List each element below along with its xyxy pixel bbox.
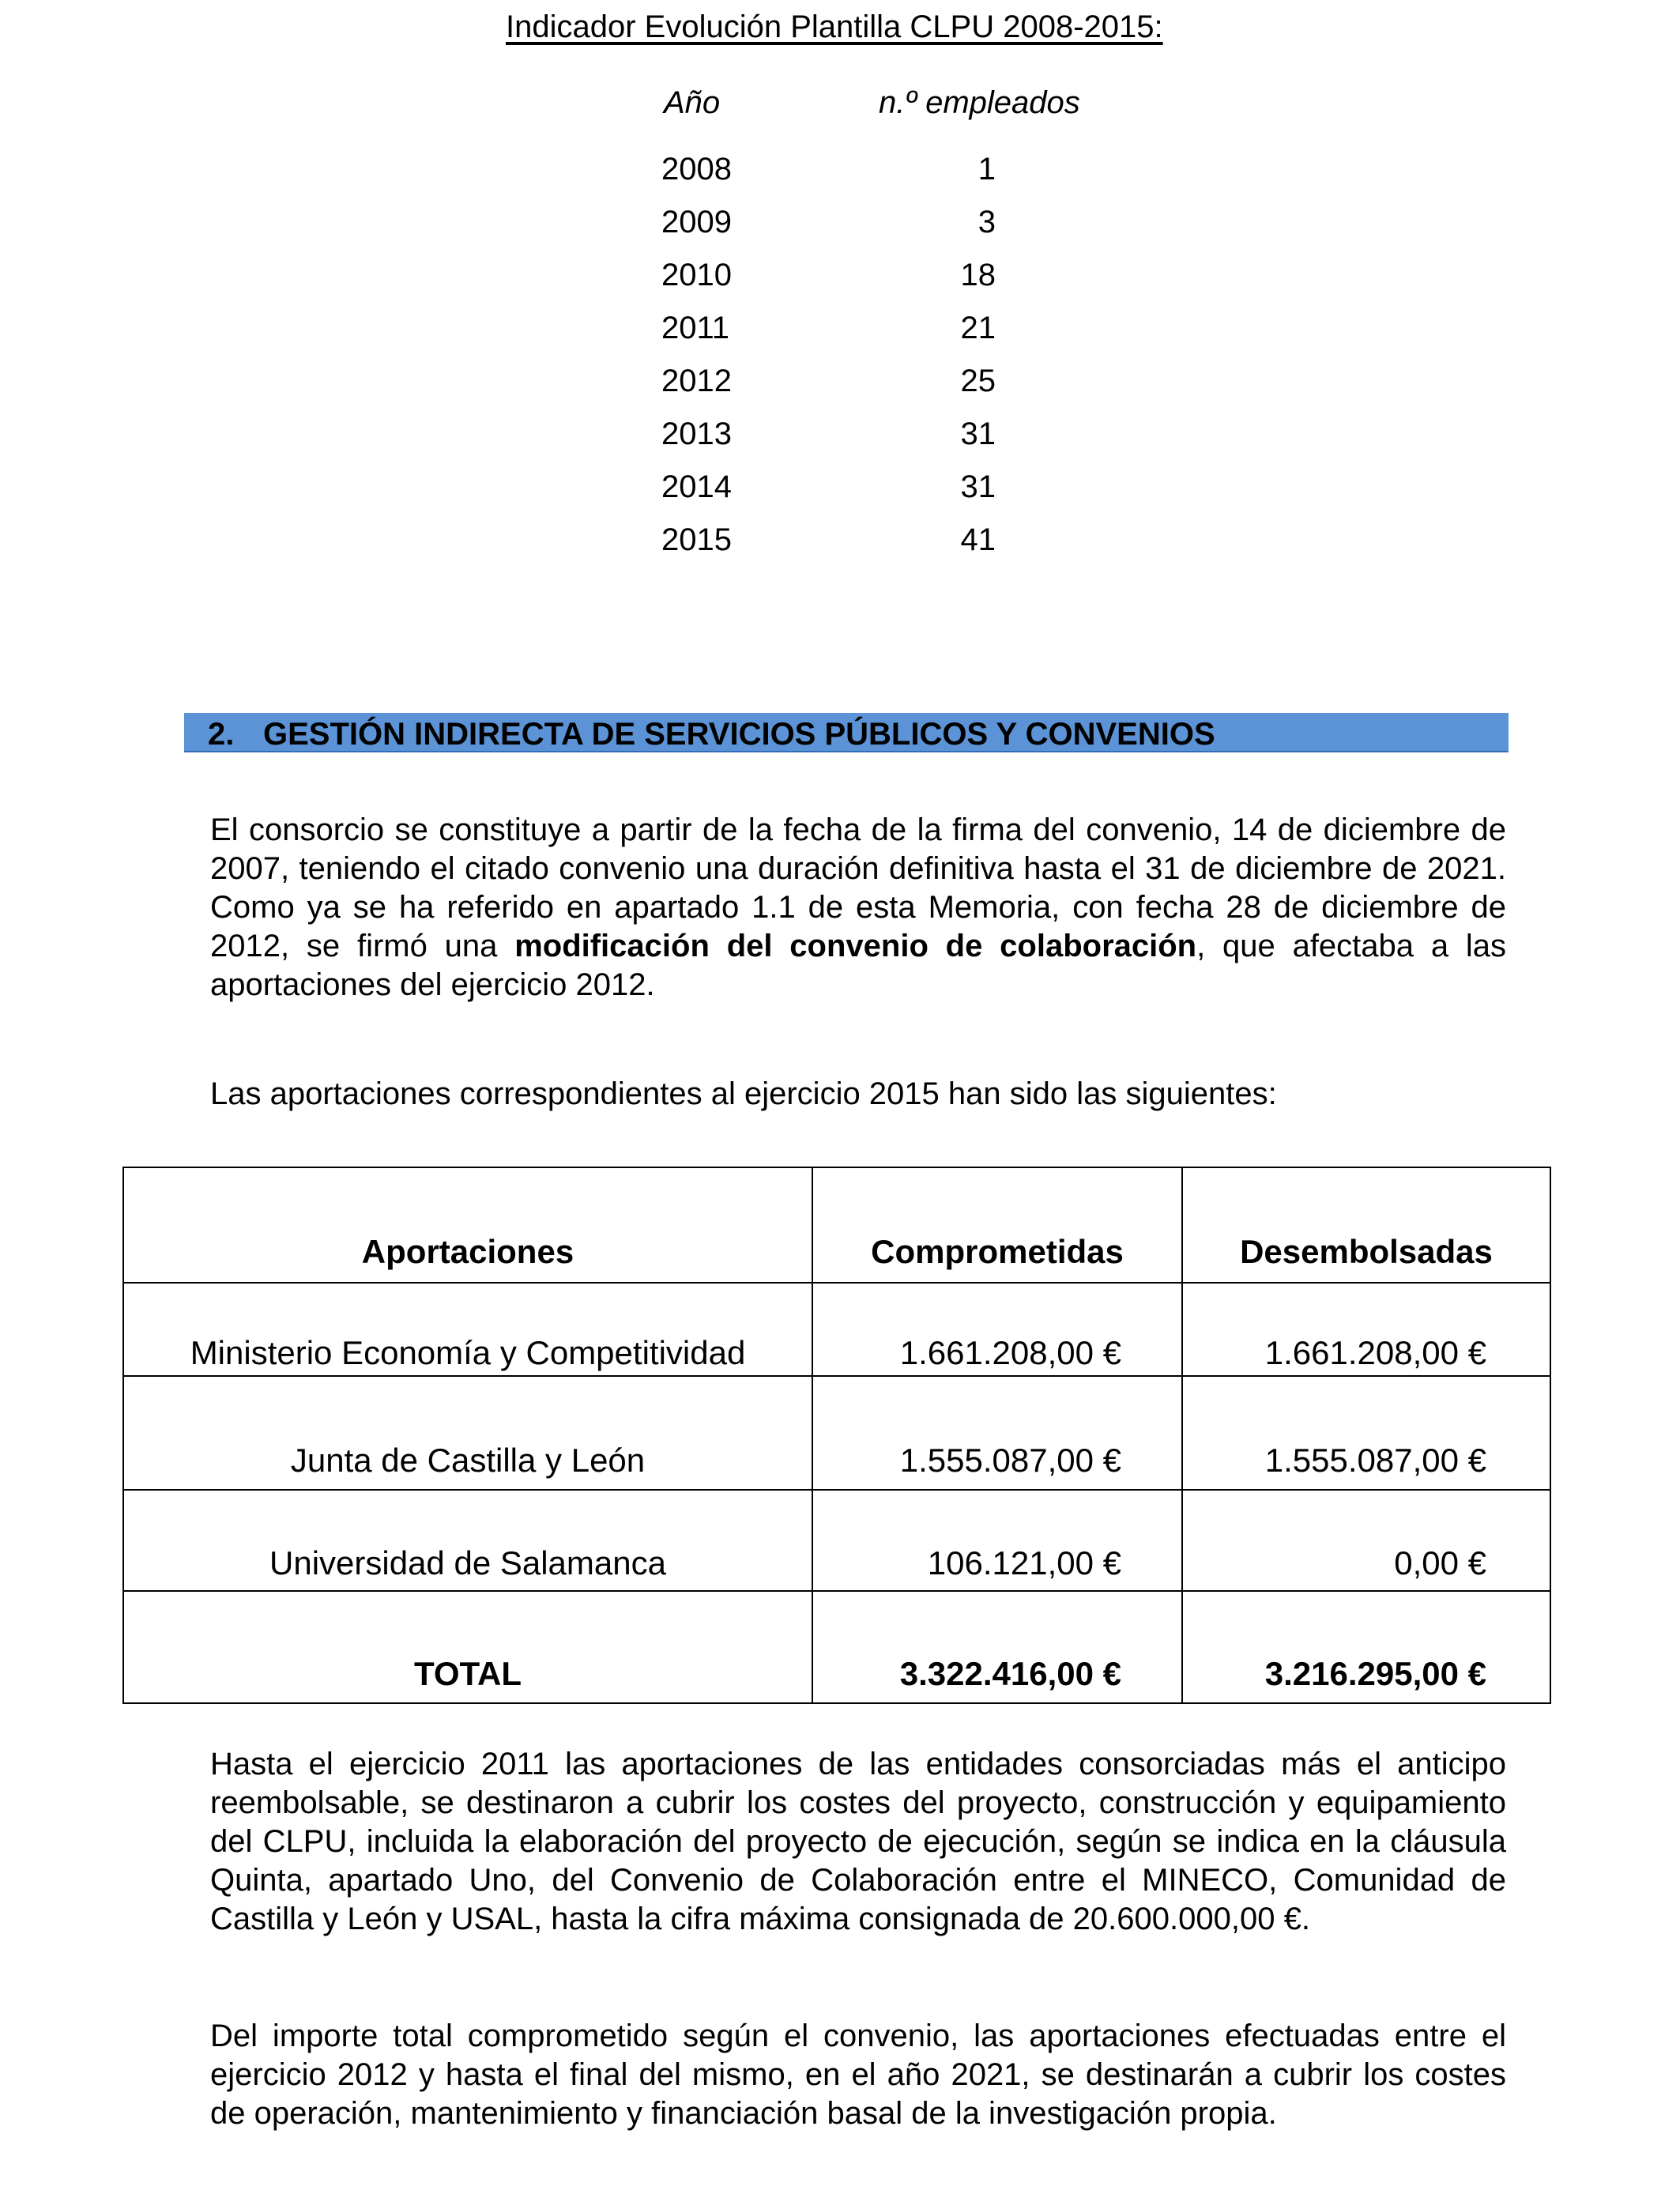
paragraph-importe-total: Del importe total comprometido según el convenio, las aportaciones efectuadas entre el ejercicio 2012 y hasta el final del mismo, en el año 2021, se destinarán a cubrir los costes de operación, mantenimiento y financiación basal de la investigación propia.: [210, 2019, 1506, 2131]
header-desembolsadas: Desembolsadas: [1182, 1167, 1550, 1283]
employee-row-count: 31: [960, 469, 996, 504]
paragraph-hasta-2011: Hasta el ejercicio 2011 las aportaciones de las entidades consorciadas más el anticipo reembolsable, se destinaron a cubrir los costes del proyecto, construcción y equipamiento del CLPU, incluida la elaboración del proyecto de ejecución, según se indica en la cláusula Quinta, apartado Uno, del Convenio de Colaboración entre el MINECO, Comunidad de Castilla y León y USAL, hasta la cifra máxima consignada de 20.600.000,00 €.: [210, 1747, 1506, 1936]
row-disbursed: 1.555.087,00 €: [1182, 1376, 1550, 1490]
section-header: [184, 713, 1509, 752]
employee-row-count: 21: [960, 311, 996, 345]
row-entity: Junta de Castilla y León: [123, 1376, 812, 1490]
total-committed: 3.322.416,00 €: [812, 1591, 1182, 1703]
employee-row-count: 3: [977, 205, 996, 239]
row-disbursed: 1.661.208,00 €: [1182, 1283, 1550, 1376]
row-committed: 1.555.087,00 €: [812, 1376, 1182, 1490]
table-header-row: [123, 1167, 1550, 1283]
employee-table-year-header: Año: [664, 85, 721, 120]
row-entity: Ministerio Economía y Competitividad: [123, 1283, 812, 1376]
paragraph-bold-text: modificación del convenio de colaboración: [514, 929, 1197, 963]
table-row: [123, 1490, 1550, 1591]
paragraph-convenio: [210, 811, 1506, 1005]
employee-row-year: 2011: [661, 311, 730, 345]
employee-row-year: 2013: [661, 417, 732, 451]
table-row: [123, 1283, 1550, 1376]
total-label: TOTAL: [123, 1591, 812, 1703]
paragraph-aportaciones-intro: Las aportaciones correspondientes al ejercicio 2015 han sido las siguientes:: [210, 1076, 1277, 1111]
header-comprometidas: Comprometidas: [812, 1167, 1182, 1283]
paragraph-text: , que afectaba a las aportaciones del ejercicio 2012.: [210, 929, 1507, 1002]
employee-row-count: 18: [960, 258, 996, 292]
row-committed: 1.661.208,00 €: [812, 1283, 1182, 1376]
employee-row-count: 25: [960, 364, 996, 398]
section-number: 2.: [208, 717, 235, 752]
row-entity: Universidad de Salamanca: [123, 1490, 812, 1591]
employee-table-count-header: n.º empleados: [879, 85, 1080, 120]
section-title: GESTIÓN INDIRECTA DE SERVICIOS PÚBLICOS Y CONVENIOS: [263, 717, 1215, 752]
total-disbursed: 3.216.295,00 €: [1182, 1591, 1550, 1703]
table-total-row: [123, 1591, 1550, 1703]
employee-row-year: 2014: [661, 469, 732, 504]
paragraph-text: El consorcio se constituye a partir de la fecha de la firma del convenio, 14 de diciembre de 2007, teniendo el citado convenio una duración definitiva hasta el 31 de diciembre de 2021. Como ya se ha referido en apartado 1.1 de esta Memoria, con fecha 28 de diciembre de 2012, se firmó una: [210, 812, 1506, 963]
employee-row-count: 1: [977, 152, 996, 187]
table-row: [123, 1376, 1550, 1490]
employee-row-year: 2015: [661, 522, 732, 557]
header-aportaciones: Aportaciones: [123, 1167, 812, 1283]
employee-row-year: 2008: [661, 152, 732, 187]
row-disbursed: 0,00 €: [1182, 1490, 1550, 1591]
employee-row-count: 31: [960, 417, 996, 451]
row-committed: 106.121,00 €: [812, 1490, 1182, 1591]
employee-row-year: 2010: [661, 258, 732, 292]
employee-row-year: 2009: [661, 205, 732, 239]
employee-row-count: 41: [960, 522, 996, 557]
employee-row-year: 2012: [661, 364, 732, 398]
contributions-table: [122, 1167, 1551, 1704]
indicator-title: Indicador Evolución Plantilla CLPU 2008-2015:: [506, 9, 1163, 44]
